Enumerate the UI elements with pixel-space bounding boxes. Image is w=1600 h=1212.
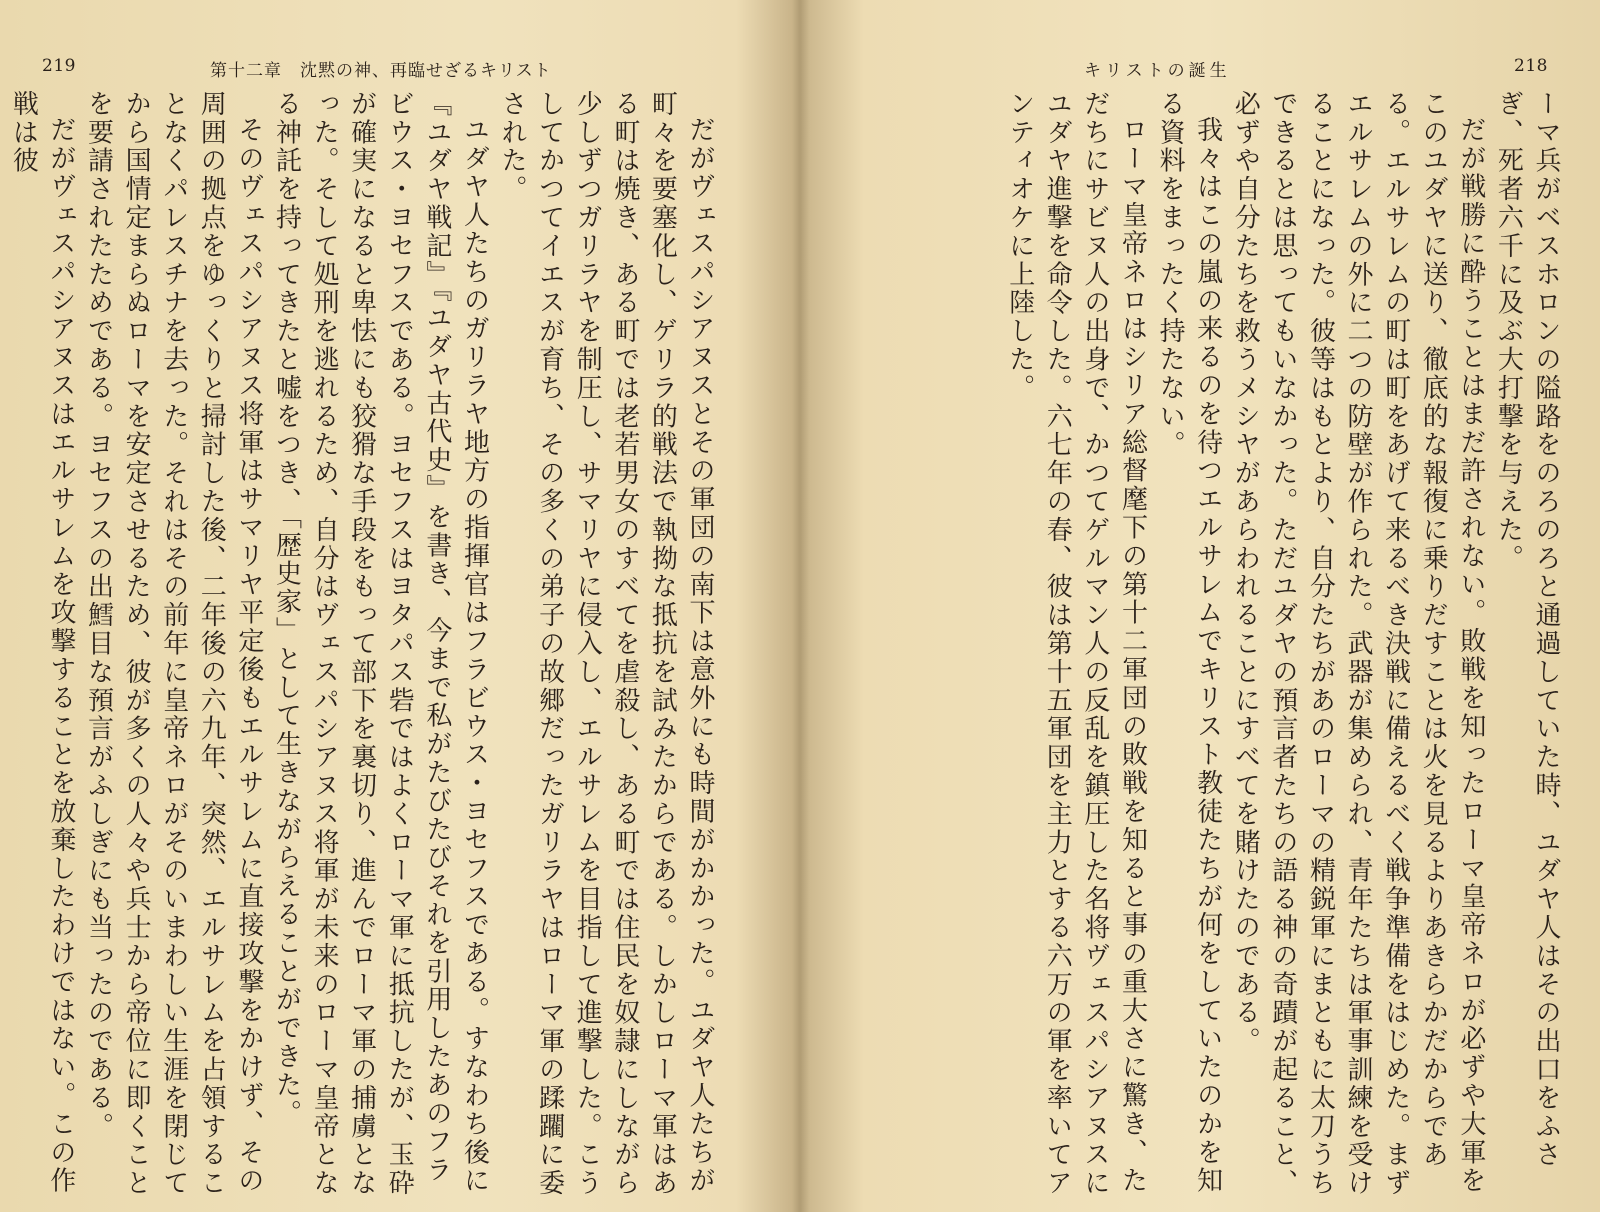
right-page: [810, 0, 1600, 1212]
body-text: [822, 90, 1564, 1200]
paragraph: ーマ兵がベスホロンの隘路をのろのろと通過していた時、ユダヤ人はその出口をふさぎ、死者六千に及ぶ大打撃を与えた。: [1493, 90, 1561, 1170]
paragraph: ユダヤ人たちのガリラヤ地方の指揮官はフラビウス・ヨセフスである。すなわち後に『ユダヤ戦記』『ユダヤ古代史』を書き、今まで私がたびたびそれを引用したあのフラビウス・ヨセフスである。ヨセフスはヨタパス砦ではよくローマ軍に抵抗したが、玉砕が確実になると卑怯にも狡猾な手段をもって部下を裏切り、進んでローマ軍の捕虜となった。そして処刑を逃れるため、自分はヴェスパシアヌス将軍が未来のローマ皇帝となる神託を持ってきたと嘘をつき、「歴史家」として生きながらえることができた。: [271, 90, 490, 1198]
paragraph: だがヴェスパシアヌスはエルサレムを攻撃することを放棄したわけではない。この作戦は彼: [8, 90, 76, 1196]
page-number: 219: [42, 56, 76, 76]
running-head: キリストの誕生: [1084, 61, 1231, 81]
body-text: [8, 90, 718, 1200]
paragraph: そのヴェスパシアヌス将軍はサマリヤ平定後もエルサレムに直接攻撃をかけず、その周囲の拠点をゆっくりと掃討した後、二年後の六九年、突然、エルサレムを占領することなくパレスチナを去った。それはその前年に皇帝ネロがそのいまわしい生涯を閉じてから国情定まらぬローマを安定させるため、彼が多くの人々や兵士から帝位に即くことを要請されたためである。ヨセフスの出鱈目な預言がふしぎにも当ったのである。: [83, 90, 264, 1198]
page-number: 218: [1514, 56, 1548, 76]
paragraph: ローマ皇帝ネロはシリア総督麾下の第十二軍団の敗戦を知ると事の重大さに驚き、ただちにサビヌ人の出身で、かつてゲルマン人の反乱を鎮圧した名将ヴェスパシアヌスにユダヤ進撃を命令した。六七年の春、彼は第十五軍団を主力とする六万の軍を率いてアンティオケに上陸した。: [1004, 90, 1148, 1198]
running-head: 第十二章 沈黙の神、再臨せざるキリスト: [210, 61, 552, 81]
paragraph: だがヴェスパシアヌスとその軍団の南下は意外にも時間がかかった。ユダヤ人たちが町々を要塞化し、ゲリラ的戦法で執拗な抵抗を試みたからである。しかしローマ軍はある町は焼き、ある町では老若男女のすべてを虐殺し、ある町では住民を奴隷にしながら少しずつガリラヤを制圧し、サマリヤに侵入し、エルサレムを目指して進撃した。こうしてかつてイエスが育ち、その多くの弟子の故郷だったガリラヤはローマ軍の蹂躙に委された。: [497, 90, 715, 1198]
paragraph: だが戦勝に酔うことはまだ許されない。敗戦を知ったローマ皇帝ネロが必ずや大軍をこのユダヤに送り、徹底的な報復に乗りだすことは火を見るよりあきらかだからである。エルサレムの町は町をあげて来るべき決戦に備えるべく戦争準備をはじめた。まずエルサレムの外に二つの防壁が作られた。武器が集められ、青年たちは軍事訓練を受けることになった。彼等はもとより、自分たちがあのローマの精鋭軍にまともに太刀うちできるとは思ってもいなかった。ただユダヤの預言者たちの語る神の奇蹟が起ること、必ずや自分たちを救うメシヤがあらわれることにすべてを賭けたのである。: [1230, 90, 1486, 1198]
paragraph: 我々はこの嵐の来るのを待つエルサレムでキリスト教徒たちが何をしていたのかを知る資料をまったく持たない。: [1155, 90, 1223, 1196]
left-page: [0, 0, 790, 1212]
